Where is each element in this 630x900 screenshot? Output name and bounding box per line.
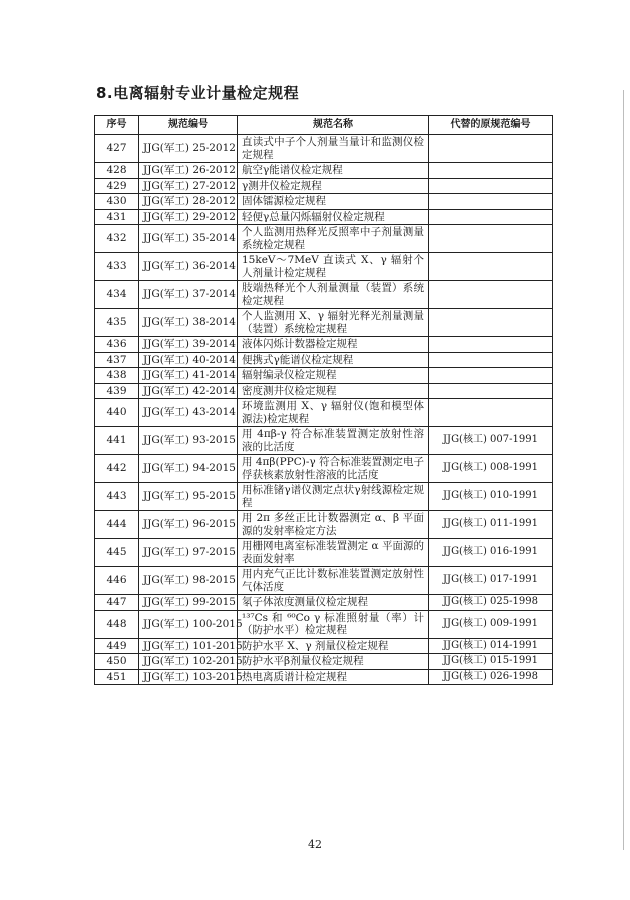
row-code: JJG(军工) 99-2015	[139, 595, 238, 611]
row-number: 449	[95, 638, 139, 654]
row-replaced	[429, 352, 553, 368]
table-row	[95, 567, 553, 595]
row-replaced: JJG(核工) 025-1998	[429, 595, 553, 611]
row-replaced: JJG(核工) 015-1991	[429, 654, 553, 670]
table-row	[95, 352, 553, 368]
table-row	[95, 368, 553, 384]
row-number: 448	[95, 610, 139, 638]
row-code: JJG(军工) 41-2014	[139, 368, 238, 384]
header-replaced: 代替的原规范编号	[429, 116, 553, 135]
row-name: 氡子体浓度测量仪检定规程	[238, 595, 429, 611]
row-name: 肢端热释光个人剂量测量（装置）系统检定规程	[238, 281, 429, 309]
row-name: 用内充气正比计数标准装置测定放射性气体活度	[238, 567, 429, 595]
table-header-row	[95, 116, 553, 135]
row-name: 防护水平 X、γ 剂量仪检定规程	[238, 638, 429, 654]
row-replaced: JJG(核工) 011-1991	[429, 511, 553, 539]
row-name: 15keV～7MeV 直读式 X、γ 辐射个人剂量计检定规程	[238, 253, 429, 281]
row-number: 441	[95, 427, 139, 455]
row-code: JJG(军工) 103-2015	[139, 669, 238, 685]
row-number: 444	[95, 511, 139, 539]
row-name: 用 4πβ-γ 符合标准装置测定放射性溶液的比活度	[238, 427, 429, 455]
row-replaced	[429, 253, 553, 281]
table-row	[95, 178, 553, 194]
row-code: JJG(军工) 95-2015	[139, 483, 238, 511]
table-row	[95, 638, 553, 654]
table-row	[95, 483, 553, 511]
header-name: 规范名称	[238, 116, 429, 135]
row-code: JJG(军工) 101-2015	[139, 638, 238, 654]
table-body	[95, 135, 553, 685]
row-name: 用栅网电离室标准装置测定 α 平面源的表面发射率	[238, 539, 429, 567]
row-name: 辐射编录仪检定规程	[238, 368, 429, 384]
row-name: 热电离质谱计检定规程	[238, 669, 429, 685]
row-code: JJG(军工) 36-2014	[139, 253, 238, 281]
row-code: JJG(军工) 93-2015	[139, 427, 238, 455]
row-replaced	[429, 178, 553, 194]
table-row	[95, 669, 553, 685]
row-replaced	[429, 163, 553, 179]
table-row	[95, 610, 553, 638]
row-code: JJG(军工) 100-2015	[139, 610, 238, 638]
row-number: 429	[95, 178, 139, 194]
row-replaced	[429, 309, 553, 337]
row-code: JJG(军工) 42-2014	[139, 383, 238, 399]
table-row	[95, 281, 553, 309]
row-number: 437	[95, 352, 139, 368]
row-number: 433	[95, 253, 139, 281]
row-number: 434	[95, 281, 139, 309]
row-number: 432	[95, 225, 139, 253]
row-replaced	[429, 225, 553, 253]
row-number: 442	[95, 455, 139, 483]
row-code: JJG(军工) 39-2014	[139, 337, 238, 353]
row-code: JJG(军工) 38-2014	[139, 309, 238, 337]
row-number: 430	[95, 194, 139, 210]
row-code: JJG(军工) 40-2014	[139, 352, 238, 368]
row-name: 航空γ能谱仪检定规程	[238, 163, 429, 179]
row-number: 439	[95, 383, 139, 399]
row-replaced: JJG(核工) 016-1991	[429, 539, 553, 567]
row-name: 便携式γ能谱仪检定规程	[238, 352, 429, 368]
row-code: JJG(军工) 98-2015	[139, 567, 238, 595]
row-replaced: JJG(核工) 017-1991	[429, 567, 553, 595]
row-name: 轻便γ总量闪烁辐射仪检定规程	[238, 209, 429, 225]
row-name: 液体闪烁计数器检定规程	[238, 337, 429, 353]
row-code: JJG(军工) 37-2014	[139, 281, 238, 309]
table-row	[95, 309, 553, 337]
table-row	[95, 253, 553, 281]
table-row	[95, 135, 553, 163]
row-number: 435	[95, 309, 139, 337]
row-number: 438	[95, 368, 139, 384]
row-code: JJG(军工) 28-2012	[139, 194, 238, 210]
row-number: 450	[95, 654, 139, 670]
standards-table	[94, 115, 553, 685]
table-row	[95, 383, 553, 399]
row-name: 个人监测用热释光反照率中子剂量测量系统检定规程	[238, 225, 429, 253]
section-title: 8.电离辐射专业计量检定规程	[96, 84, 300, 102]
row-code: JJG(军工) 26-2012	[139, 163, 238, 179]
row-replaced	[429, 194, 553, 210]
header-no: 序号	[95, 116, 139, 135]
row-replaced	[429, 399, 553, 427]
row-replaced	[429, 383, 553, 399]
table-row	[95, 427, 553, 455]
table-row	[95, 511, 553, 539]
row-replaced	[429, 337, 553, 353]
row-code: JJG(军工) 96-2015	[139, 511, 238, 539]
row-name: 固体镭源检定规程	[238, 194, 429, 210]
table-row	[95, 225, 553, 253]
row-name: 环境监测用 X、γ 辐射仪(饱和模型体源法)检定规程	[238, 399, 429, 427]
row-replaced	[429, 209, 553, 225]
row-replaced: JJG(核工) 010-1991	[429, 483, 553, 511]
row-replaced: JJG(核工) 009-1991	[429, 610, 553, 638]
table-row	[95, 654, 553, 670]
header-code: 规范编号	[139, 116, 238, 135]
row-number: 447	[95, 595, 139, 611]
row-number: 446	[95, 567, 139, 595]
row-code: JJG(军工) 27-2012	[139, 178, 238, 194]
row-replaced	[429, 135, 553, 163]
table-row	[95, 595, 553, 611]
row-number: 427	[95, 135, 139, 163]
row-replaced: JJG(核工) 007-1991	[429, 427, 553, 455]
row-name: 直读式中子个人剂量当量计和监测仪检定规程	[238, 135, 429, 163]
row-name: 个人监测用 X、γ 辐射光释光剂量测量（装置）系统检定规程	[238, 309, 429, 337]
row-code: JJG(军工) 29-2012	[139, 209, 238, 225]
row-name: 密度测井仪检定规程	[238, 383, 429, 399]
table-row	[95, 209, 553, 225]
row-name: ¹³⁷Cs 和 ⁶⁰Co γ 标准照射量（率）计（防护水平）检定规程	[238, 610, 429, 638]
scan-edge	[623, 90, 624, 850]
row-code: JJG(军工) 25-2012	[139, 135, 238, 163]
row-name: 用 2π 多丝正比计数器测定 α、β 平面源的发射率检定方法	[238, 511, 429, 539]
table-row	[95, 337, 553, 353]
table-row	[95, 399, 553, 427]
table-row	[95, 194, 553, 210]
row-number: 436	[95, 337, 139, 353]
row-number: 431	[95, 209, 139, 225]
page-number: 42	[308, 838, 322, 851]
row-name: 用标准锗γ谱仪测定点状γ射线源检定规程	[238, 483, 429, 511]
row-code: JJG(军工) 43-2014	[139, 399, 238, 427]
row-replaced: JJG(核工) 026-1998	[429, 669, 553, 685]
row-number: 428	[95, 163, 139, 179]
row-number: 440	[95, 399, 139, 427]
row-number: 445	[95, 539, 139, 567]
row-name: 防护水平β剂量仪检定规程	[238, 654, 429, 670]
row-replaced: JJG(核工) 008-1991	[429, 455, 553, 483]
row-name: 用 4πβ(PPC)-γ 符合标准装置测定电子俘获核素放射性溶液的比活度	[238, 455, 429, 483]
row-number: 451	[95, 669, 139, 685]
row-code: JJG(军工) 102-2015	[139, 654, 238, 670]
row-replaced	[429, 281, 553, 309]
row-replaced	[429, 368, 553, 384]
row-number: 443	[95, 483, 139, 511]
row-code: JJG(军工) 97-2015	[139, 539, 238, 567]
table-row	[95, 539, 553, 567]
row-code: JJG(军工) 35-2014	[139, 225, 238, 253]
table-row	[95, 163, 553, 179]
row-replaced: JJG(核工) 014-1991	[429, 638, 553, 654]
table-row	[95, 455, 553, 483]
row-code: JJG(军工) 94-2015	[139, 455, 238, 483]
row-name: γ测井仪检定规程	[238, 178, 429, 194]
